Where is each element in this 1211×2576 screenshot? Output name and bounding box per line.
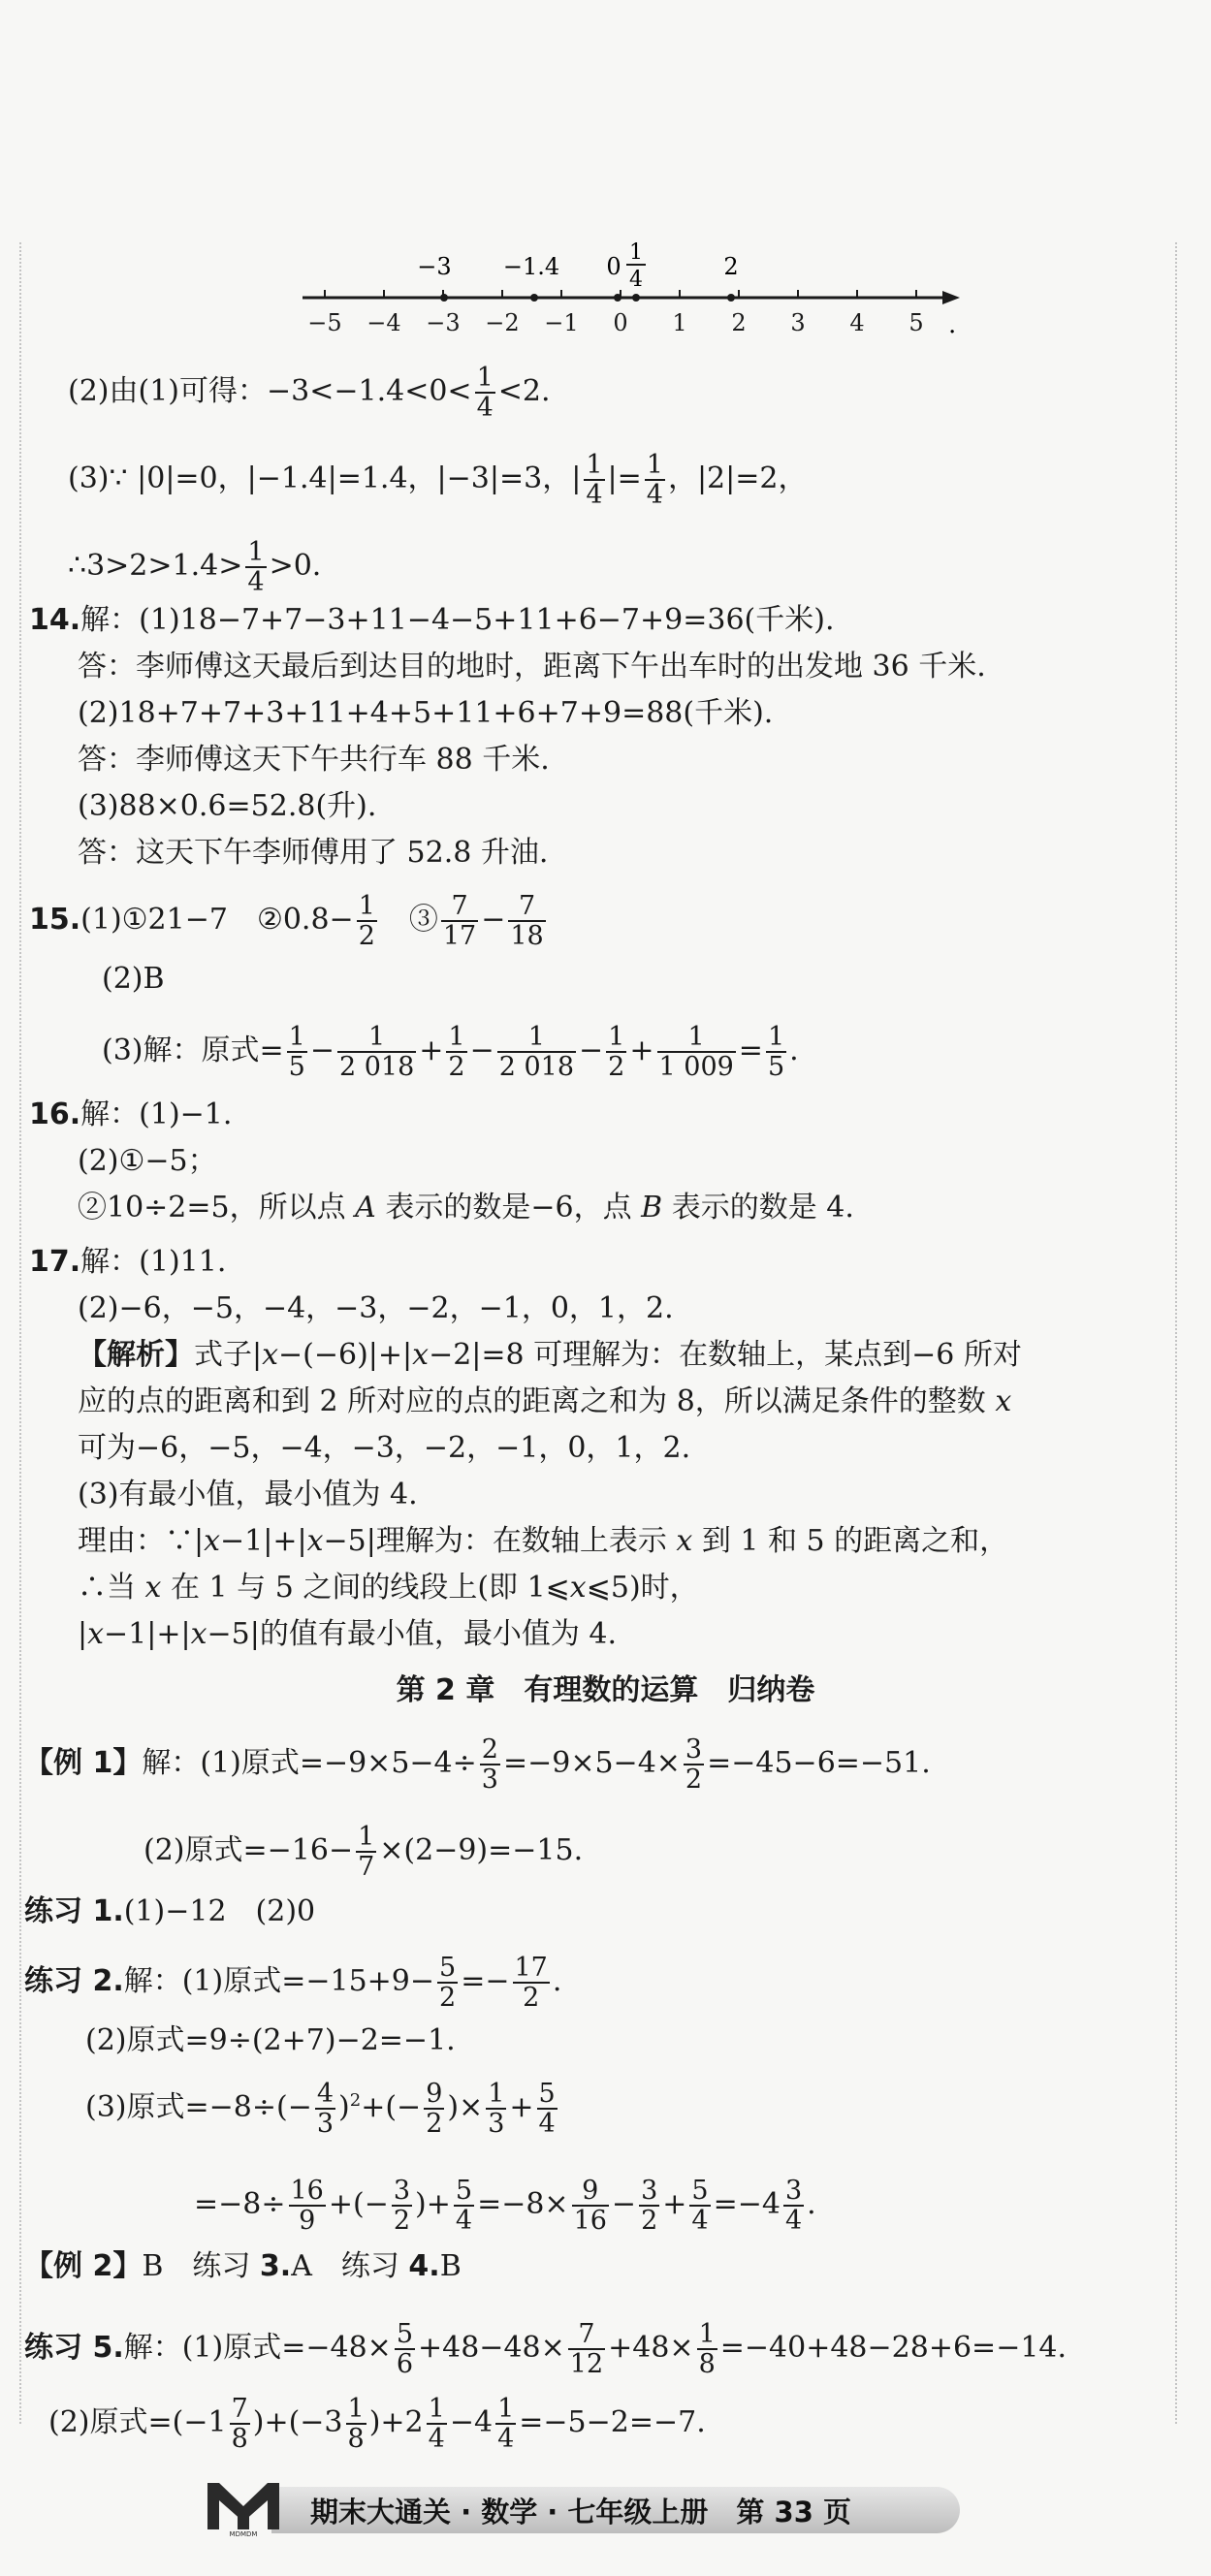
point-label-two: 2 — [723, 253, 739, 280]
number-line-dot: . — [948, 310, 957, 339]
q17-analysis-line1: 【解析】式子|x−(−6)|+|x−2|=8 可理解为：在数轴上，某点到−6 所对 — [78, 1338, 1022, 1372]
q13-part3: (3)∵ |0|=0，|−1.4|=1.4，|−3|=3，| $\frac{1}{4}$ |= $\frac{1}{4}$ ，|2|=2， — [68, 450, 808, 511]
q17-line2: (2)−6，−5，−4，−3，−2，−1，0，1，2. — [78, 1291, 674, 1325]
number-line-tick-label: −2 — [485, 309, 520, 336]
practice2-line3: (3)原式=−8÷(− $\frac{4}{3}$ )$^2$+(− $\frac{9}{2}$ )× $\frac{1}{3}$ + $\frac{5}{4}$ — [85, 2079, 556, 2140]
q17-line1: 17.解：(1)11. — [29, 1245, 227, 1279]
q17-analysis-line3: 可为−6，−5，−4，−3，−2，−1，0，1，2. — [78, 1431, 691, 1465]
point-neg3 — [440, 294, 448, 302]
q17-reason-line3: |x−1|+|x−5|的值有最小值，最小值为 4. — [78, 1617, 618, 1651]
number-line-tick-label: 5 — [908, 309, 924, 336]
practice1: 练习 1.(1)−12 (2)0 — [24, 1894, 316, 1928]
q13-conclusion: ∴3>2>1.4> $\frac{1}{4}$ >0. — [68, 537, 322, 598]
q16-line2: (2)①−5； — [78, 1144, 217, 1178]
point-two — [727, 294, 735, 302]
number-line-tick-label: −1 — [544, 309, 579, 336]
q16-line3: ②10÷2=5，所以点 A 表示的数是−6，点 B 表示的数是 4. — [78, 1191, 854, 1224]
fraction: $\frac{1}{4}$ — [476, 363, 494, 424]
practice5-line1: 练习 5.解：(1)原式=−48× $\frac{5}{6}$ +48−48× $\frac{7}{12}$ +48× $\frac{1}{8}$ =−40+48−28+6=−14. — [24, 2319, 1068, 2380]
point-label-neg1-4: −1.4 — [502, 253, 560, 280]
q14-line4: 答：李师傅这天下午共行车 88 千米. — [78, 743, 550, 777]
chapter-heading: 第 2 章 有理数的运算 归纳卷 — [396, 1673, 815, 1707]
number-line-tick-label: 4 — [849, 309, 865, 336]
practice5-line2: (2)原式=(−1 $\frac{7}{8}$ )+(−3 $\frac{1}{8}$ )+2 $\frac{1}{4}$ −4 $\frac{1}{4}$ =−5−2=−7. — [48, 2394, 706, 2455]
point-label-neg3: −3 — [417, 253, 452, 280]
q15-line1: 15.(1)①21−7 ②0.8− $\frac{1}{2}$ ③ $\frac{7}{17}$ − $\frac{7}{18}$ — [29, 891, 544, 952]
q17-analysis-line2: 应的点的距离和到 2 所对应的点的距离之和为 8，所以满足条件的整数 x — [78, 1384, 1012, 1418]
footer-title: 期末大通关 · 数学 · 七年级上册 第 33 页 — [310, 2496, 851, 2528]
point-label-quarter-num: 1 — [629, 240, 643, 265]
number-line-tick-label: 3 — [790, 309, 806, 336]
number-line-tick-label: −5 — [307, 309, 342, 336]
q13-part2: (2)由(1)可得：−3<−1.4<0< $\frac{1}{4}$ <2. — [68, 363, 551, 424]
point-label-quarter-den: 4 — [629, 268, 643, 292]
point-zero — [614, 294, 621, 302]
practice2-line1: 练习 2.解：(1)原式=−15+9− $\frac{5}{2}$ =− $\frac{17}{2}$ . — [24, 1953, 562, 2014]
q14-line3: (2)18+7+7+3+11+4+5+11+6+7+9=88(千米). — [78, 696, 774, 730]
q14-line2: 答：李师傅这天最后到达目的地时，距离下午出车时的出发地 36 千米. — [78, 650, 986, 684]
ex2-line: 【例 2】B 练习 3.A 练习 4.B — [24, 2249, 462, 2283]
q16-line1: 16.解：(1)−1. — [29, 1097, 233, 1131]
practice2-line4: =−8÷ $\frac{16}{9}$ +(− $\frac{3}{2}$ )+ $\frac{5}{4}$ =−8× $\frac{9}{16}$ − $\frac{3}{2}$ + $\frac{5}{4}$ =−4 $\frac{3}{4}$ . — [194, 2176, 816, 2237]
ex1-line2: (2)原式=−16− $\frac{1}{7}$ ×(2−9)=−15. — [143, 1822, 584, 1883]
number-line-tick-label: 2 — [731, 309, 747, 336]
q14-line6: 答：这天下午李师傅用了 52.8 升油. — [78, 836, 549, 870]
number-line — [291, 238, 989, 344]
q14-line1: 14.解：(1)18−7+7−3+11−4−5+11+6−7+9=36(千米). — [29, 603, 835, 637]
q17-part3: (3)有最小值，最小值为 4. — [78, 1478, 418, 1511]
point-neg1-4 — [530, 294, 538, 302]
q17-reason-line1: 理由：∵|x−1|+|x−5|理解为：在数轴上表示 x 到 1 和 5 的距离之和， — [78, 1524, 1009, 1558]
q15-line2: (2)B — [102, 962, 165, 996]
number-line-tick-label: −3 — [426, 309, 461, 336]
q15-line3: (3)解：原式= $\frac{1}{5}$ − $\frac{1}{2 018}$ + $\frac{1}{2}$ − $\frac{1}{2 018}$ − $\frac{1}{2}$ + $\frac{1}{1 009}$ = $\frac{1}{5}$ . — [102, 1022, 799, 1083]
number-line-tick-label: 0 — [613, 309, 628, 336]
point-label-zero: 0 — [606, 253, 621, 280]
right-margin-rule — [1175, 242, 1177, 2424]
left-margin-rule — [19, 242, 21, 2424]
ex1-line1: 【例 1】解：(1)原式=−9×5−4÷ $\frac{2}{3}$ =−9×5−4× $\frac{3}{2}$ =−45−6=−51. — [24, 1734, 931, 1796]
practice2-line2: (2)原式=9÷(2+7)−2=−1. — [85, 2023, 456, 2057]
q17-reason-line2: ∴当 x 在 1 与 5 之间的线段上(即 1⩽x⩽5)时， — [78, 1571, 699, 1605]
number-line-tick-label: −4 — [366, 309, 401, 336]
publisher-logo — [204, 2477, 283, 2537]
page-footer — [204, 2477, 979, 2537]
q14-line5: (3)88×0.6=52.8(升). — [78, 789, 377, 823]
number-line-tick-label: 1 — [672, 309, 687, 336]
point-quarter — [632, 294, 640, 302]
svg-text:MDMDM: MDMDM — [229, 2530, 258, 2537]
